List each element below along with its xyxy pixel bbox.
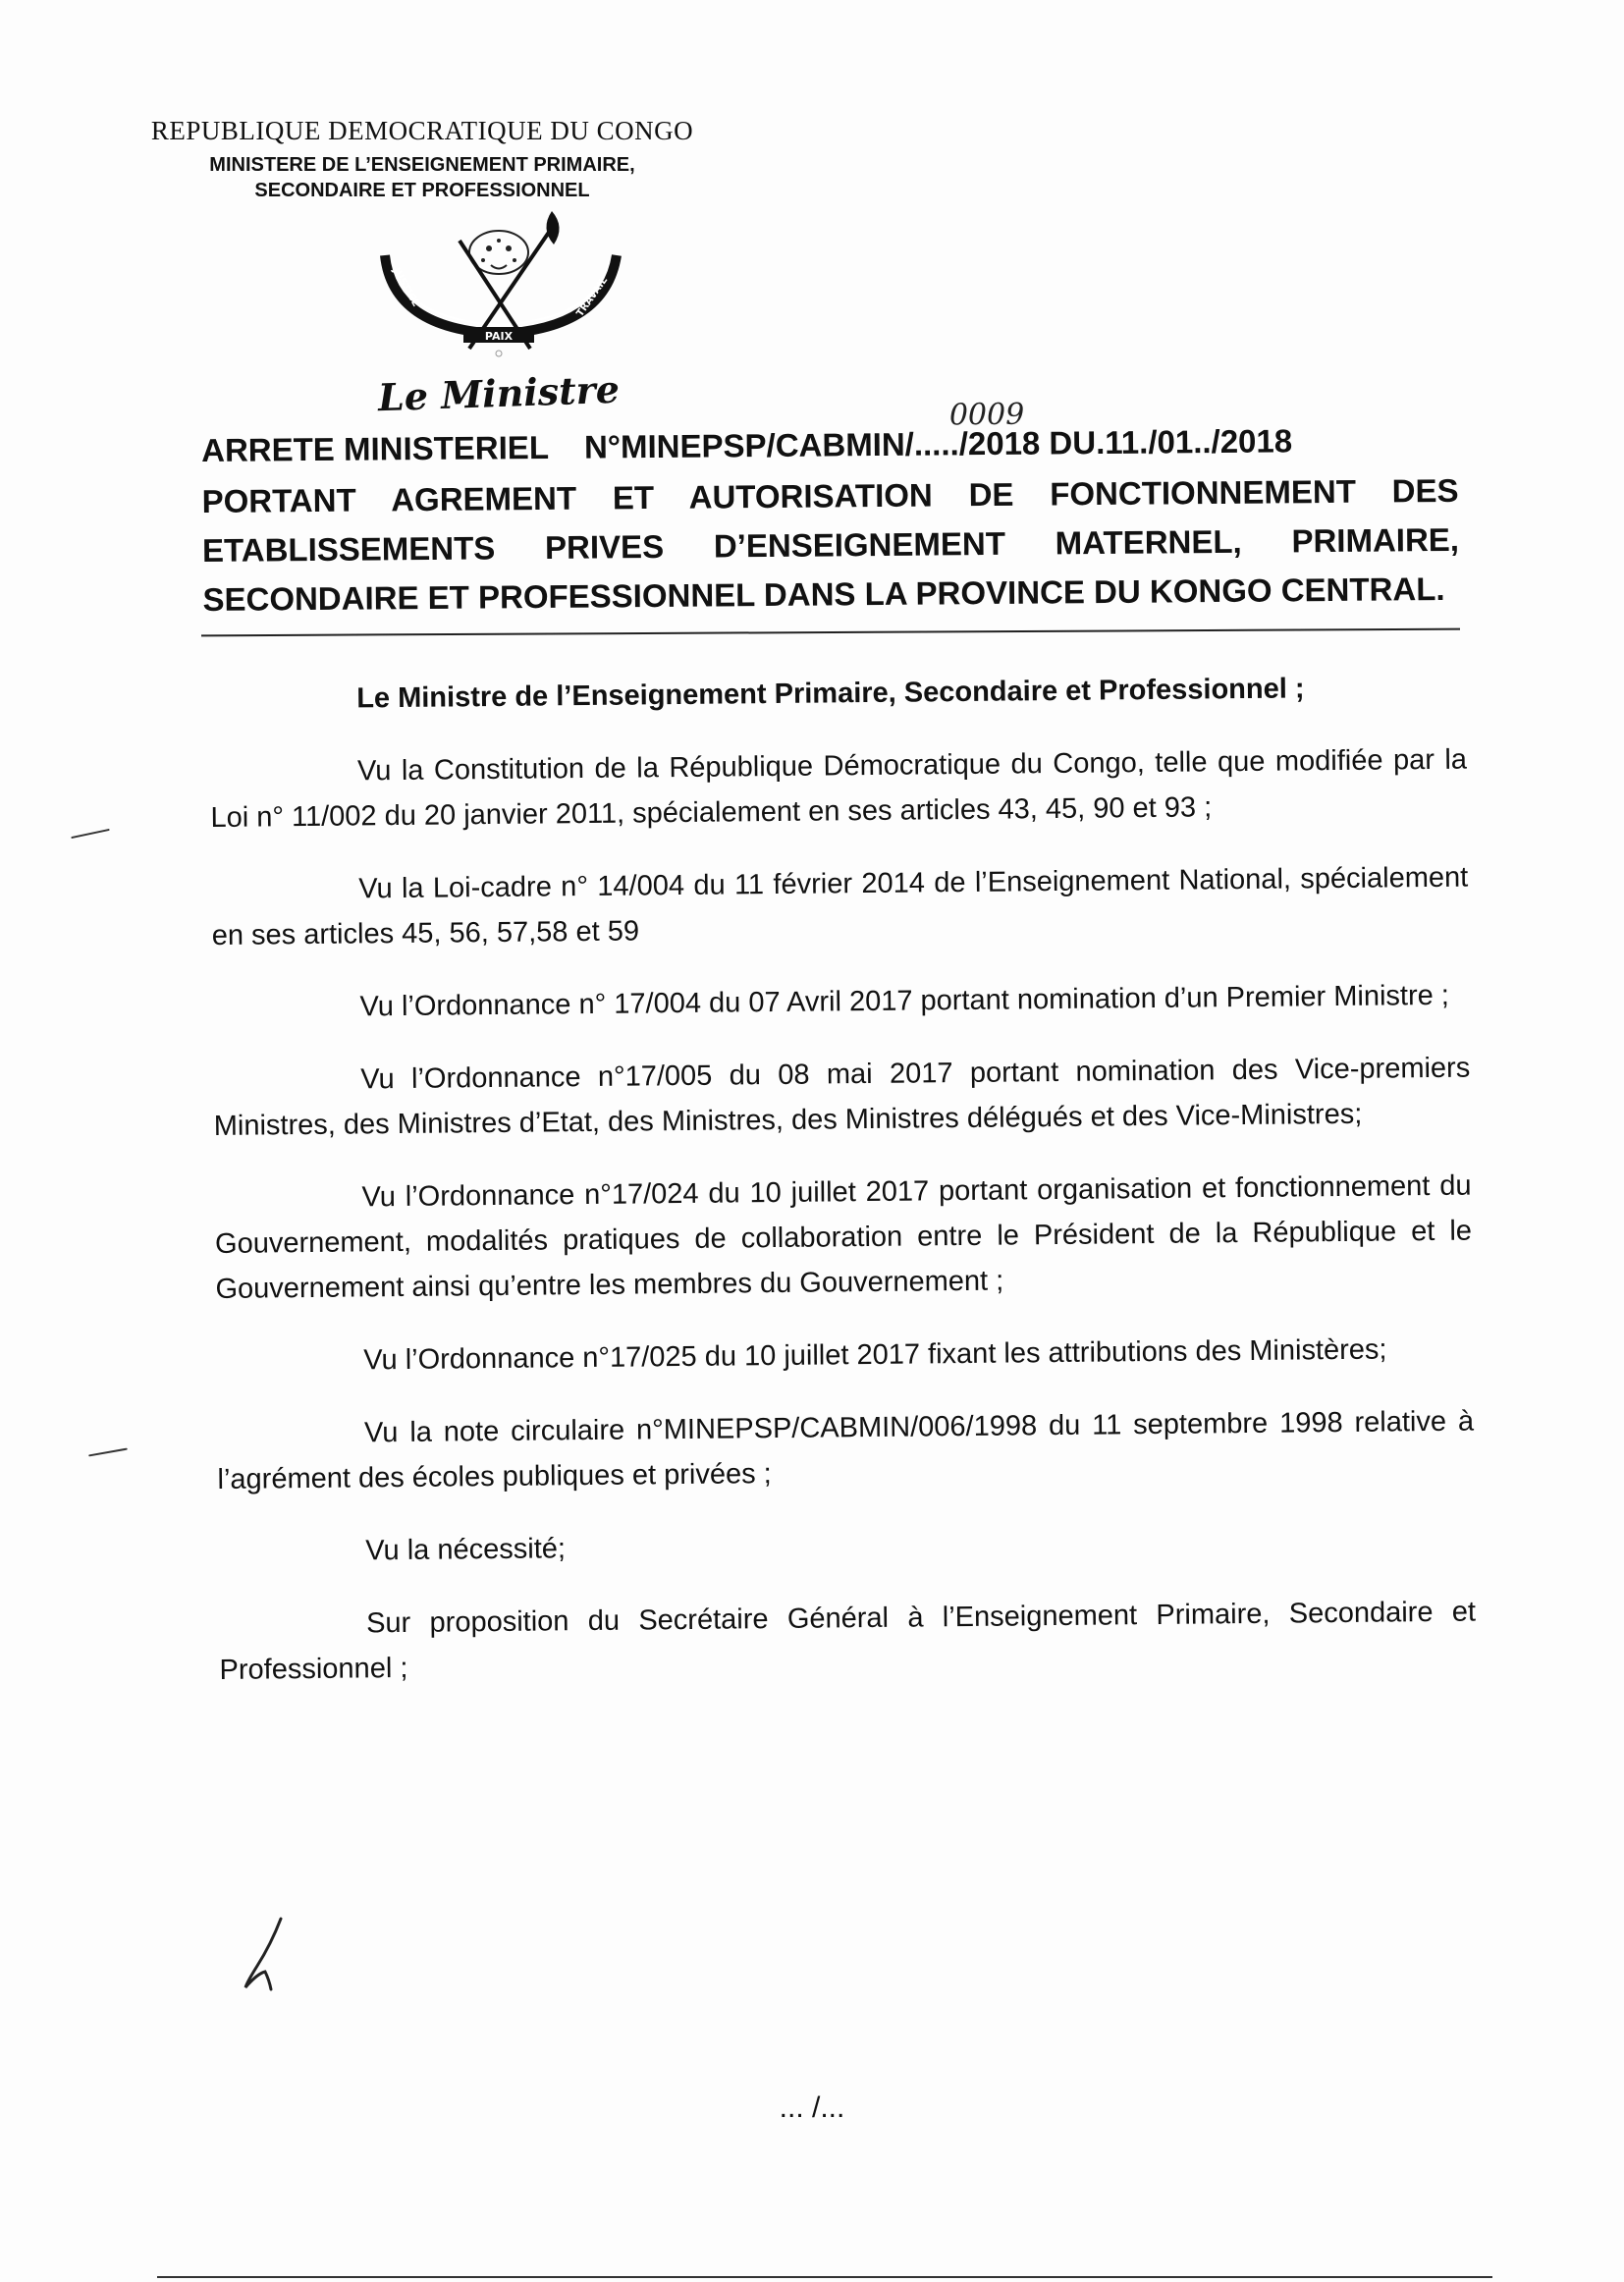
decree-title-line: SECONDAIRE ET PROFESSIONNEL DANS LA PROVINCE DU KONGO CENTRAL.	[202, 570, 1445, 618]
ministry-name-line1: MINISTERE DE L’ENSEIGNEMENT PRIMAIRE,	[209, 154, 635, 176]
country-name: REPUBLIQUE DEMOCRATIQUE DU CONGO	[150, 116, 694, 145]
preamble-paragraph: Sur proposition du Secrétaire Général à l’Enseignement Primaire, Secondaire et Professionnel ;	[219, 1596, 1477, 1686]
svg-text:TRAVAIL: TRAVAIL	[574, 275, 611, 319]
svg-text:JUSTICE: JUSTICE	[390, 266, 421, 309]
decree-reference-line	[201, 397, 1458, 469]
title-underline	[201, 628, 1460, 637]
decree-number: N°MINEPSP/CABMIN/...../2018 DU.11./01../2018	[583, 422, 1293, 465]
decree-title	[201, 466, 1459, 625]
bottom-edge-line	[157, 2276, 1492, 2278]
decree-label: ARRETE MINISTERIEL	[201, 428, 550, 468]
svg-text:PAIX: PAIX	[484, 330, 514, 343]
decree-header	[201, 397, 1460, 625]
preamble-intro: Le Ministre de l’Enseignement Primaire, Secondaire et Professionnel ;	[356, 673, 1305, 715]
letterhead	[147, 116, 697, 205]
preamble-paragraph: Vu l’Ordonnance n° 17/004 du 07 Avril 2017 portant nomination d’un Premier Ministre ;	[359, 979, 1450, 1023]
decree-body	[209, 665, 1477, 1720]
decree-title-line: ETABLISSEMENTS PRIVES D’ENSEIGNEMENT MATERNEL, PRIMAIRE,	[201, 520, 1460, 569]
preamble-paragraph: Vu la Loi-cadre n° 14/004 du 11 février 2014 de l’Enseignement National, spécialement en ses articles 45, 56, 57,58 et 59	[211, 861, 1469, 951]
handwritten-decree-number: 0009	[948, 397, 1025, 433]
preamble-paragraph: Vu l’Ordonnance n°17/005 du 08 mai 2017 portant nomination des Vice-premiers Ministres, des Ministres d’Etat, des Ministres, des Ministres délégués et des Vice-Ministres;	[213, 1052, 1471, 1142]
minister-title: Le Ministre	[377, 366, 621, 420]
coat-of-arms-emblem	[373, 211, 628, 358]
preamble-paragraph: Vu la note circulaire n°MINEPSP/CABMIN/006/1998 du 11 septembre 1998 relative à l’agrément des écoles publiques et privées ;	[217, 1405, 1475, 1495]
preamble-paragraph: Vu l’Ordonnance n°17/025 du 10 juillet 2017 fixant les attributions des Ministères;	[363, 1333, 1387, 1377]
margin-mark	[71, 829, 110, 839]
handwritten-initials	[236, 1915, 295, 1993]
decree-title-line: PORTANT AGREMENT ET AUTORISATION DE FONCTIONNEMENT DES	[201, 471, 1459, 519]
preamble-paragraph: Vu la nécessité;	[365, 1533, 567, 1567]
ministry-name-line2: SECONDAIRE ET PROFESSIONNEL	[254, 180, 590, 201]
preamble-paragraph: Vu l’Ordonnance n°17/024 du 10 juillet 2017 portant organisation et fonctionnement du Gouvernement, modalités pratiques de collaboration entre le Président de la République et le Gouvernement ainsi qu’entre les membres du Gouvernement ;	[214, 1169, 1473, 1305]
margin-mark	[88, 1448, 128, 1457]
preamble-paragraph: Vu la Constitution de la République Démocratique du Congo, telle que modifiée par la Loi n° 11/002 du 20 janvier 2011, spécialement en ses articles 43, 45, 90 et 93 ;	[210, 743, 1468, 834]
page-continuation-marker: ... /...	[779, 2092, 845, 2124]
